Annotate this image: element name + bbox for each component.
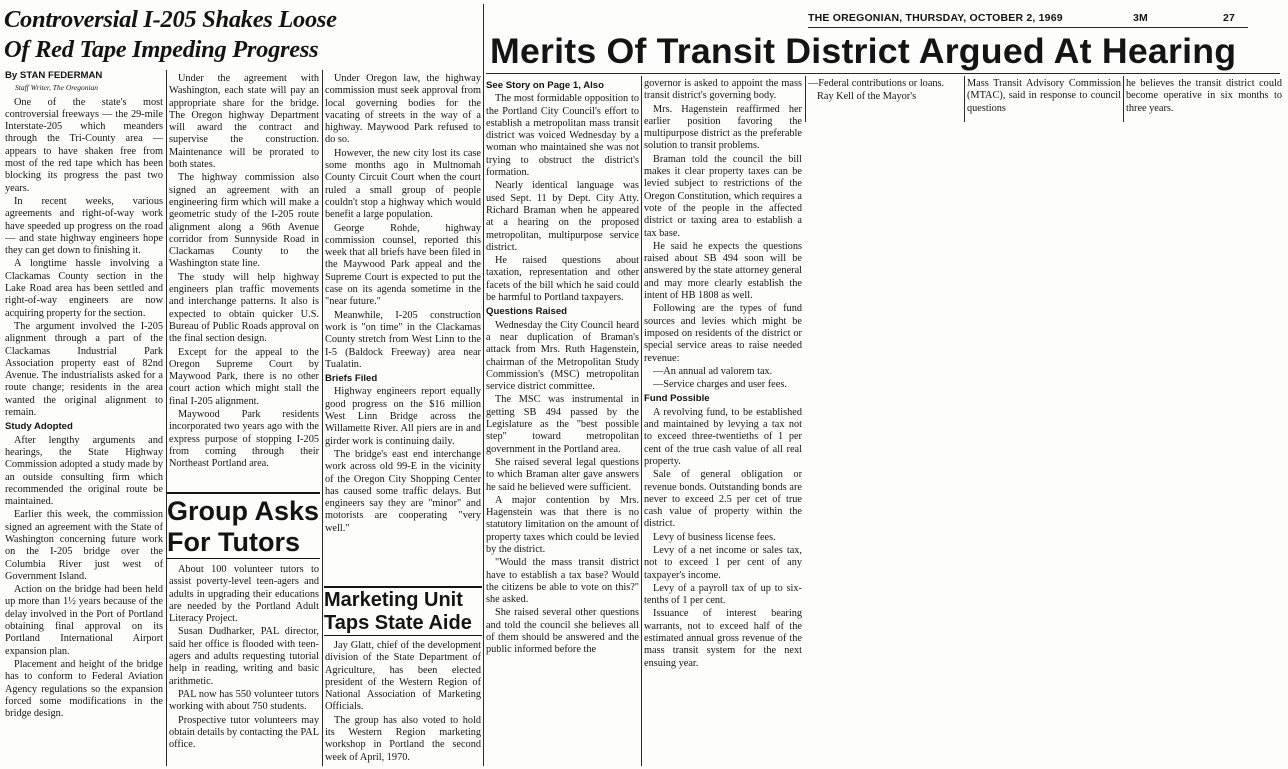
- paragraph: The study will help highway engineers plan traffic movements and interchange patterns. It also is expected to obtain quicker U.S. Bureau of Public Roads approval on the final section design.: [169, 271, 319, 345]
- marketing-headline: [324, 586, 482, 636]
- paragraph: A major contention by Mrs. Hagenstein was that there is no statutory limitation on the amount of property taxes which could be levied by the district.: [486, 494, 639, 555]
- paragraph: Under Oregon law, the highway commission must seek approval from local governing bodies for the vacating of streets in the way of a highway. Maywood Park refused to do so.: [325, 73, 481, 146]
- subheading: Fund Possible: [644, 393, 710, 405]
- paragraph: Braman told the council the bill makes it clear property taxes can be levied subject to restrictions of the Oregon Constitution, which requires a vote of the people in the affected district or taxing area to establish a tax base.: [644, 153, 802, 239]
- paragraph: Highway engineers report equally good progress on the $16 million West Linn Bridge across the Willamette River. All piers are in and girder work is continuing daily.: [325, 386, 481, 447]
- paragraph: Mrs. Hagenstein reaffirmed her earlier position favoring the multipurpose district as the preferable solution to transit problems.: [644, 103, 802, 152]
- paragraph: Sale of general obligation or revenue bonds. Outstanding bonds are never to exceed 2.5 per cet of true cash value of property within the district.: [644, 469, 802, 530]
- column-rule: [805, 76, 806, 122]
- transit-column-1: [486, 78, 639, 766]
- paragraph: Wednesday the City Council heard a near duplication of Braman's attack from Mrs. Ruth Hagenstein, chairman of the Metropolitan Study Commission's (MSC) metropolitan service district committee.: [486, 319, 639, 393]
- story-column-1: [5, 70, 163, 766]
- paragraph: Meanwhile, I-205 construction work is "on time" in the Clackamas County stretch from West Linn to the I-5 (Baldock Freeway) area near Tualatin.: [325, 309, 481, 370]
- paragraph: Action on the bridge had been held up more than 1½ years because of the delay involved in the Port of Portland obtaining final approval on its Portland International Airport expansion plan.: [5, 584, 163, 657]
- paragraph: Placement and height of the bridge has to conform to Federal Aviation Agency regulations so the expansion forced some modifications in the bridge design.: [5, 658, 163, 720]
- transit-column-3: [808, 78, 962, 122]
- story-column-3: [325, 73, 481, 573]
- paragraph: —Service charges and user fees.: [653, 379, 787, 391]
- paragraph: Levy of business license fees.: [653, 531, 776, 543]
- masthead-edition: 3M: [1133, 12, 1148, 24]
- subheading: Questions Raised: [486, 306, 568, 318]
- paragraph: Susan Dudharker, PAL director, said her office is flooded with teen-agers and adults requesting tutorial help in reading, writing and basic arithmetic.: [169, 626, 319, 687]
- paragraph: Levy of a net income or sales tax, not to exceed 1 per cent of any taxpayer's income.: [644, 544, 802, 581]
- paragraph: Following are the types of fund sources and levies which might be imposed on residents of the district or special service areas to raise needed revenue:: [644, 303, 802, 364]
- masthead-rule: [808, 27, 1248, 28]
- column-rule: [166, 70, 167, 766]
- transit-column-2: [644, 78, 802, 766]
- paragraph: The most formidable opposition to the Portland City Council's effort to establish a metropolitan mass transit district was voiced Wednesday by a woman who maintained she was not trying to obstruct the district's formation.: [486, 93, 639, 179]
- group-story-body: [169, 564, 319, 766]
- paragraph: The highway commission also signed an agreement with an engineering firm which will make a geometric study of the I-205 route alignment along a 96th Avenue corridor from Sunnyside Road in Clackamas County to the Washington state line.: [169, 172, 319, 270]
- paragraph: —Federal contributions or loans.: [808, 78, 945, 89]
- paragraph: governor is asked to appoint the mass transit district's governing body.: [644, 78, 802, 102]
- column-rule: [964, 76, 965, 122]
- transit-headline-rule: [486, 73, 1280, 74]
- paragraph: Maywood Park residents incorporated two years ago with the express purpose of stopping I-205 from coming through their Northeast Portland area.: [169, 409, 319, 470]
- paragraph: The argument involved the I-205 alignment through a part of the Clackamas Industrial Park Association property east of 82nd Avenue. The industrialists asked for a route change; residents in the area wanted the original alignment to remain.: [5, 320, 163, 419]
- byline: By STAN FEDERMAN: [5, 70, 103, 81]
- column-rule: [322, 70, 323, 766]
- masthead-page-number: 27: [1223, 12, 1236, 24]
- paragraph: "Would the mass transit district have to establish a tax base? Would the citizens be able to vote on this?" she asked.: [486, 557, 639, 606]
- paragraph: He said he expects the questions raised about SB 494 soon will be answered by the state attorney general and may more clearly establish the intent of HB 1808 as well.: [644, 240, 802, 302]
- paragraph: About 100 volunteer tutors to assist poverty-level teen-agers and adults in upgrading their educations are needed by the Portland Adult Literacy Project.: [169, 564, 319, 625]
- column-rule: [483, 4, 484, 766]
- paragraph: A revolving fund, to be established and maintained by levying a tax not to exceed three-twentieths of 1 per cent of the true cash value of all real property.: [644, 406, 802, 467]
- paragraph: —An annual ad valorem tax.: [653, 365, 773, 377]
- marketing-headline-line1: Marketing Unit: [324, 589, 463, 611]
- subheading: Briefs Filed: [325, 373, 378, 385]
- subheading: Study Adopted: [5, 421, 73, 433]
- masthead-paper: THE OREGONIAN, THURSDAY, OCTOBER 2, 1969: [808, 12, 1063, 24]
- paragraph: The bridge's east end interchange work across old 99-E in the vicinity of the Oregon City Shopping Center has caused some traffic delays. But engineers say they are "minor" and motorists are cooperating "very well.": [325, 448, 481, 534]
- paragraph: Earlier this week, the commission signed an agreement with the State of Washington concerning future work on the I-205 bridge over the Columbia River just west of Government Island.: [5, 509, 163, 582]
- paragraph: Nearly identical language was used Sept. 11 by Dept. City Atty. Richard Braman when he appeared at a hearing on the proposed metropolitan, multipurpose service district.: [486, 180, 639, 253]
- group-headline: [167, 492, 320, 559]
- paragraph: Mass Transit Advisory Commission (MTAC), said in response to council questions: [967, 78, 1121, 114]
- byline-title: Staff Writer, The Oregonian: [15, 83, 99, 93]
- transit-headline: Merits Of Transit District Argued At Hearing: [490, 32, 1237, 71]
- subheading: See Story on Page 1, Also: [486, 80, 605, 91]
- story-column-2: [169, 73, 319, 495]
- transit-column-4: [967, 78, 1121, 122]
- marketing-headline-line2: Taps State Aide: [324, 612, 472, 634]
- paragraph: After lengthy arguments and hearings, the State Highway Commission adopted a study made by an outside consulting firm which recommended the original route be maintained.: [5, 434, 163, 508]
- paragraph: A longtime hassle involving a Clackamas County section in the Lake Road area has been settled and right-of-way engineers are now acquiring property for the section.: [5, 258, 163, 319]
- paragraph: The group has also voted to hold its Western Region marketing workshop in Portland the second week of April, 1970.: [325, 714, 481, 763]
- paragraph: Prospective tutor volunteers may obtain details by contacting the PAL office.: [169, 714, 319, 751]
- paragraph: One of the state's most controversial freeways — the 29-mile Interstate-205 which meanders through the Tri-County area — appears to have shaken free from most of the red tape which has been blocking its progress the past two years.: [5, 96, 163, 194]
- paragraph: Ray Kell of the Mayor's: [817, 91, 917, 103]
- story-headline-line2: Of Red Tape Impeding Progress: [4, 36, 319, 63]
- paragraph: She raised several other questions and told the council she believes all of them should be answered and the public informed before the: [486, 607, 639, 656]
- paragraph: George Rohde, highway commission counsel, reported this week that all briefs have been filed in the Maywood Park appeal and the Supreme Court is expected to put the case on its agenda sometime in the "near future.": [325, 222, 481, 308]
- paragraph: Levy of a payroll tax of up to six-tenths of 1 per cent.: [644, 582, 802, 607]
- paragraph: Under the agreement with Washington, each state will pay an appropriate share for the bridge. The Oregon highway Department will award the contract and supervise the construction. Maintenance will be prorated to both states.: [169, 73, 319, 171]
- column-rule: [1123, 76, 1124, 122]
- paragraph: The MSC was instrumental in getting SB 494 passed by the Legislature as the "best possible step" toward metropolitan government in the Portland area.: [486, 394, 639, 455]
- column-rule: [641, 76, 642, 766]
- paragraph: he believes the transit district could become operative in six months to three years.: [1126, 78, 1282, 114]
- paragraph: Issuance of interest bearing warrants, not to exceed half of the estimated annual gross revenue of the mass transit system for the next ensuing year.: [644, 608, 802, 669]
- paragraph: In recent weeks, various agreements and right-of-way work have speeded up progress on the road — and state highway engineers hope they can get down to finishing it.: [5, 195, 163, 257]
- paragraph: PAL now has 550 volunteer tutors working with about 750 students.: [169, 688, 319, 713]
- paragraph: He raised questions about taxation, representation and other facets of the bill which he said could be harmful to Portland taxpayers.: [486, 255, 639, 304]
- paragraph: She raised several legal questions to which Braman alter gave answers he said he believed were sufficient.: [486, 456, 639, 493]
- transit-column-5: [1126, 78, 1282, 122]
- group-headline-line2: For Tutors: [167, 527, 300, 557]
- group-headline-line1: Group Asks: [167, 496, 320, 526]
- paragraph: However, the new city lost its case some months ago in Multnomah County Circuit Court when the court ruled a small group of people couldn't stop a highway which would benefit a large population.: [325, 147, 481, 221]
- marketing-story-body: [325, 640, 481, 766]
- story-headline-line1: Controversial I-205 Shakes Loose: [4, 6, 337, 33]
- paragraph: Jay Glatt, chief of the development division of the State Department of Agriculture, has been elected president of the Western Region of National Association of Marketing Officials.: [325, 640, 481, 713]
- paragraph: Except for the appeal to the Oregon Supreme Court by Maywood Park, there is no other court action which might stall the final I-205 alignment.: [169, 346, 319, 407]
